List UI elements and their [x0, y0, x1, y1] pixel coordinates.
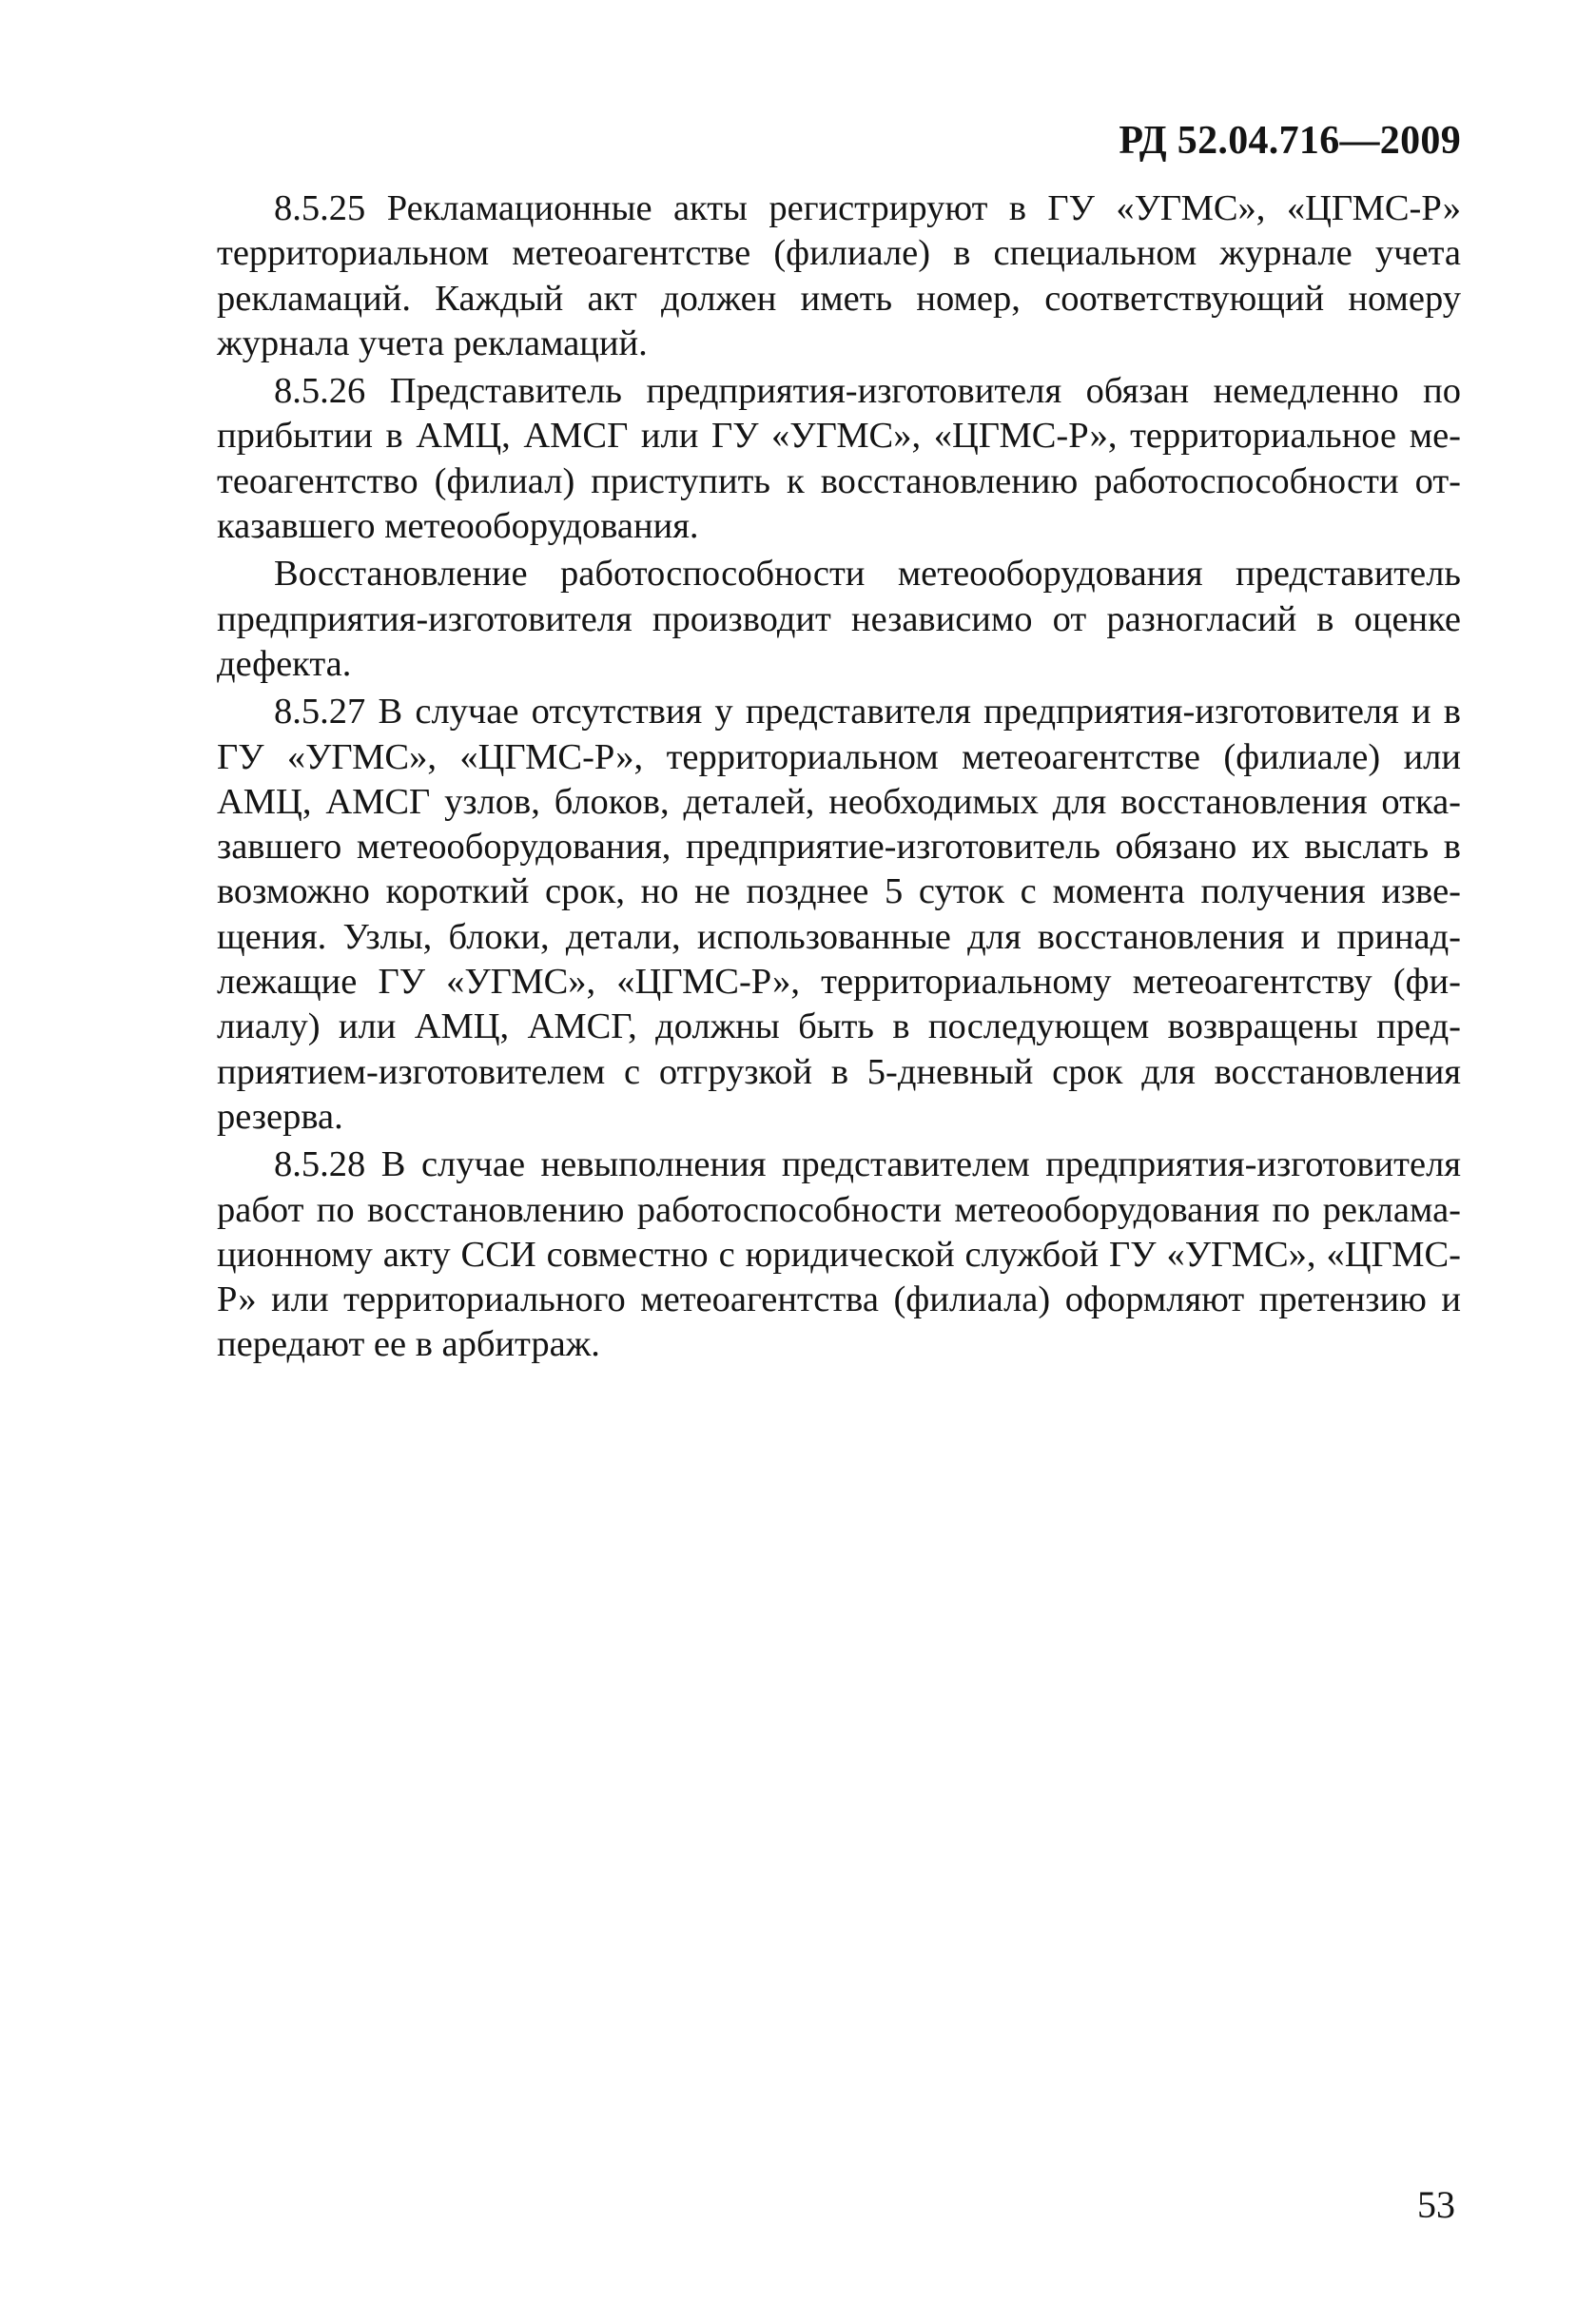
document-body: [217, 186, 1461, 1368]
paragraph-8-5-27: 8.5.27 В случае отсутствия у представителя предприятия-изготовителя и в ГУ «УГМС», «ЦГМС-Р», территориальном метеоагентстве (филиале) или АМЦ, АМСГ узлов, блоков, деталей, необходимых для восстановления отказавшего метеооборудования, предприятие-изготовитель обязано их выслать в возможно короткий срок, но не позднее 5 суток с момента получения извещения. Узлы, блоки, детали, использованные для восстановления и принадлежащие ГУ «УГМС», «ЦГМС-Р», территориальному метеоагентству (филиалу) или АМЦ, АМСГ, должны быть в последующем возвращены предприятием-изготовителем с отгрузкой в 5-дневный срок для восстановления резерва.: [217, 692, 1461, 1137]
paragraph-8-5-26: 8.5.26 Представитель предприятия-изготовителя обязан немедленно по прибытии в АМЦ, АМСГ или ГУ «УГМС», «ЦГМС-Р», территориальное метеоагентство (филиал) приступить к восстановлению работоспособности отказавшего метеооборудования.: [217, 371, 1461, 547]
document-code-header: РД 52.04.716—2009: [1119, 119, 1461, 163]
paragraph-8-5-25: 8.5.25 Рекламационные акты регистрируют в ГУ «УГМС», «ЦГМС-Р» территориальном метеоагентстве (филиале) в специальном журнале учета рекламаций. Каждый акт должен иметь номер, соответствующий номеру журнала учета рекламаций.: [217, 188, 1461, 363]
page-number: 53: [1417, 2183, 1455, 2226]
paragraph-restoration: Восстановление работоспособности метеооборудования представитель предприятия-изготовителя производит независимо от разногласий в оценке дефекта.: [217, 554, 1461, 684]
paragraph-8-5-28: 8.5.28 В случае невыполнения представителем предприятия-изготовителя работ по восстановлению работоспособности метеооборудования по рекламационному акту ССИ совместно с юридической службой ГУ «УГМС», «ЦГМС-Р» или территориального метеоагентства (филиала) оформляют претензию и передают ее в арбитраж.: [217, 1144, 1461, 1365]
